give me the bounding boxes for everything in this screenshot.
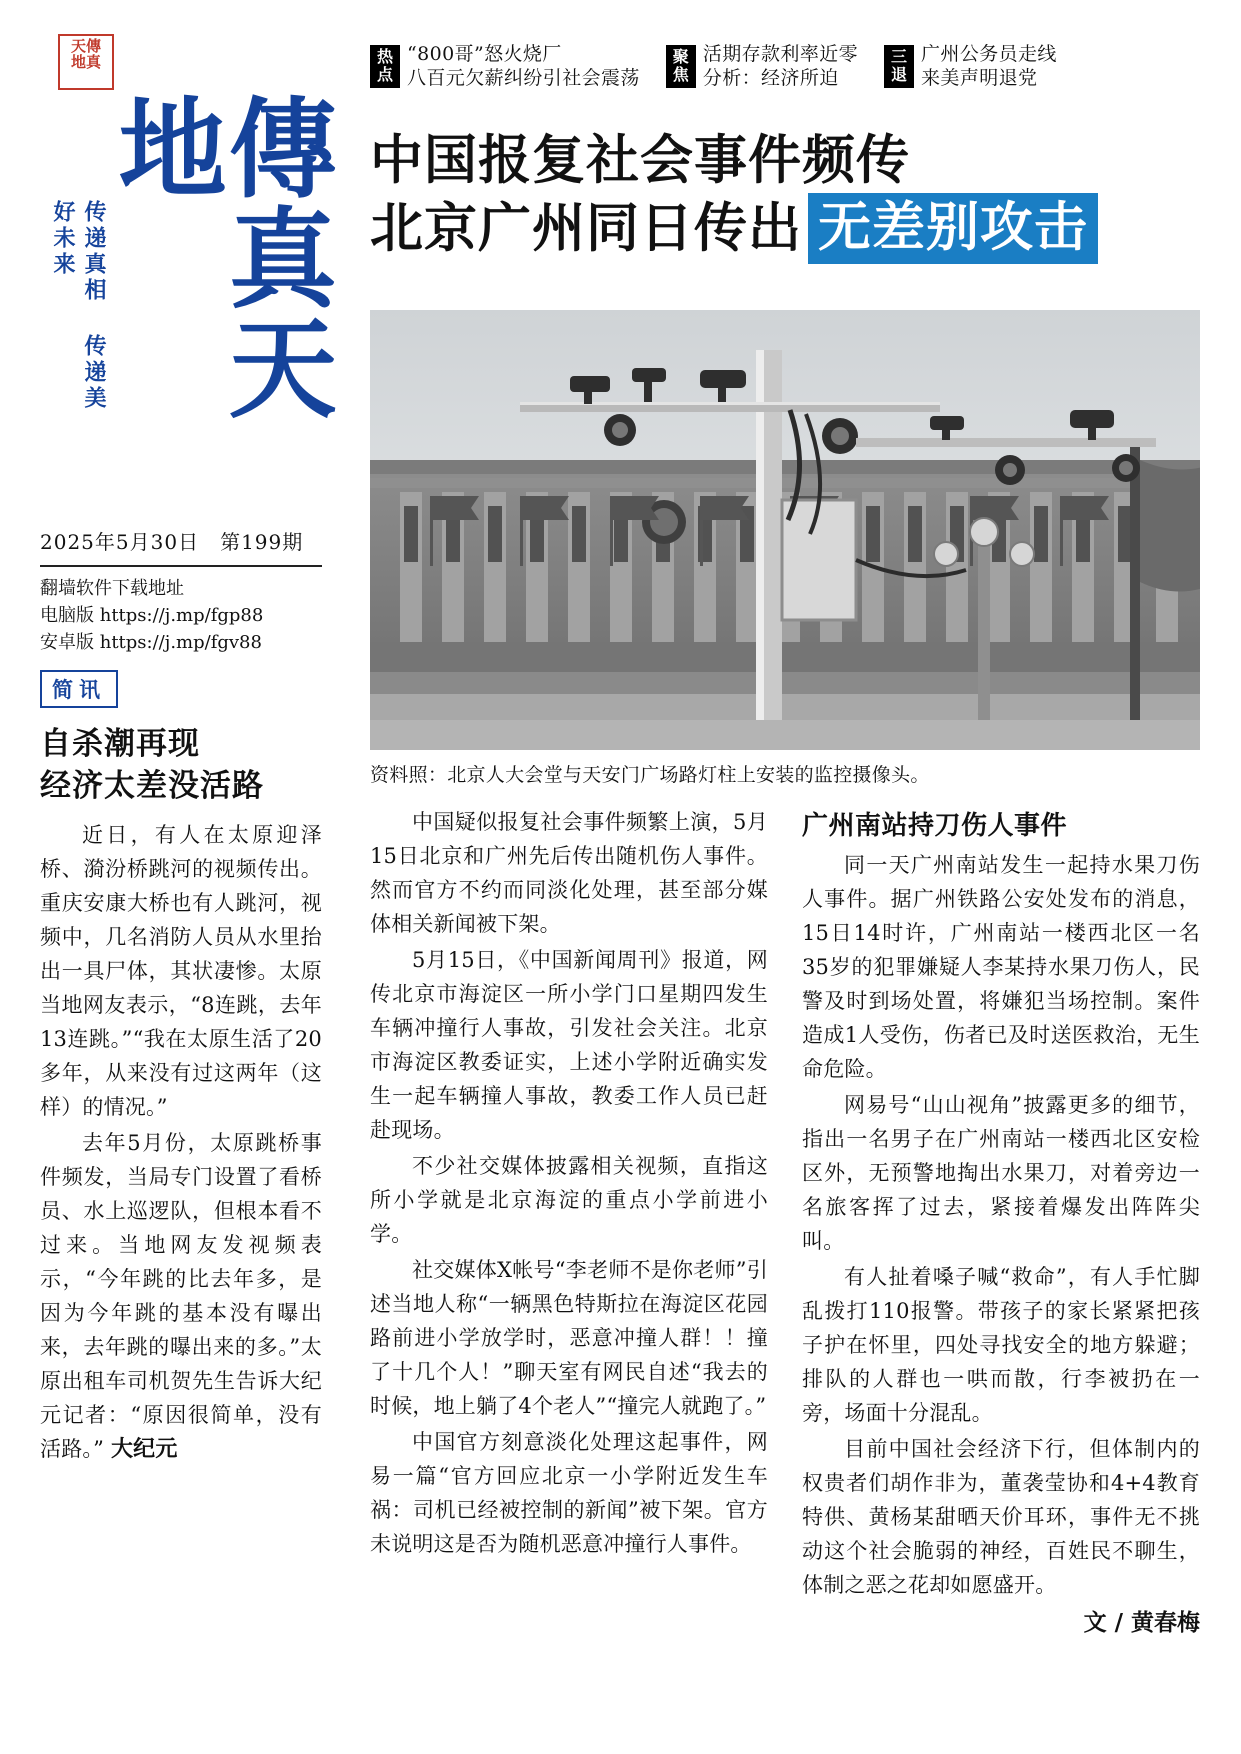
teaser-tag: 三退 <box>884 45 914 88</box>
body-paragraph: 有人扯着嗓子喊“救命”，有人手忙脚乱拨打110报警。带孩子的家长紧紧把孩子护在怀里，四处寻找安全的地方躲避；排队的人群也一哄而散，行李被扔在一旁，场面十分混乱。 <box>802 1265 1200 1426</box>
teaser-tag: 热点 <box>370 45 400 88</box>
headline-highlight: 无差别攻击 <box>808 193 1098 265</box>
side-paragraph-text: 去年5月份，太原跳桥事件频发，当局专门设置了看桥员、水上巡逻队，但根本看不过来。当地网友发视频表示，“今年跳的比去年多，是因为今年跳的基本没有曝出来，去年跳的曝出来的多。”太原出租车司机贺先生告诉大纪元记者：“原因很简单，没有活路。” <box>40 1130 322 1461</box>
article-byline: 文 / 黄春梅 <box>1083 1609 1200 1637</box>
side-headline-line2: 经济太差没活路 <box>40 767 264 804</box>
seal-icon <box>58 34 114 90</box>
masthead <box>40 34 337 1470</box>
masthead-divider <box>40 565 322 567</box>
photo-illustration <box>370 310 1200 750</box>
body-paragraph: 5月15日，《中国新闻周刊》报道，网传北京市海淀区一所小学门口星期四发生车辆冲撞行人事故，引发社会关注。北京市海淀区教委证实，上述小学附近确实发生一起车辆撞人事故，教委工作人员已赶赴现场。 <box>370 948 768 1143</box>
photo-caption: 资料照：北京人大会堂与天安门广场路灯柱上安装的监控摄像头。 <box>370 764 930 786</box>
body-paragraph: 同一天广州南站发生一起持水果刀伤人事件。据广州铁路公安处发布的消息，15日14时许，广州南站一楼西北区一名35岁的犯罪嫌疑人李某持水果刀伤人，民警及时到场处置，将嫌犯当场控制。案件造成1人受伤，伤者已及时送医救治，无生命危险。 <box>802 853 1200 1082</box>
logo-block <box>40 90 337 520</box>
body-paragraph: 不少社交媒体披露相关视频，直指这所小学就是北京海淀的重点小学前进小学。 <box>370 1154 768 1247</box>
teaser-item[interactable] <box>884 42 1057 91</box>
teaser-line-2: 来美声明退党 <box>921 67 1038 90</box>
teaser-text <box>407 42 640 91</box>
teaser-tag: 聚焦 <box>666 45 696 88</box>
headline-line-2 <box>370 193 1200 265</box>
lead-photo <box>370 310 1200 750</box>
side-article-body <box>40 818 322 1468</box>
masthead-logo: 傳真天地 <box>100 92 337 422</box>
side-headline-line1: 自杀潮再现 <box>40 726 200 762</box>
sub-headline: 广州南站持刀伤人事件 <box>802 811 1068 841</box>
body-paragraph: 目前中国社会经济下行，但体制内的权贵者们胡作非为，董袭莹协和4+4教育特供、黄杨某甜晒天价耳环，事件无不挑动这个社会脆弱的神经，百姓民不聊生，体制之恶之花却如愿盛开。 <box>802 1437 1200 1598</box>
article-body <box>370 805 1200 1637</box>
teaser-item[interactable] <box>666 42 858 91</box>
masthead-slogan: 传递真相 传递美好未来 <box>50 200 107 412</box>
teaser-text <box>703 42 858 91</box>
body-paragraph: 中国疑似报复社会事件频繁上演，5月15日北京和广州先后传出随机伤人事件。然而官方不约而同淡化处理，甚至部分媒体相关新闻被下架。 <box>370 810 768 937</box>
side-paragraph <box>40 1126 322 1468</box>
teaser-line-1: 广州公务员走线 <box>921 43 1057 65</box>
download-title: 翻墙软件下载地址 <box>40 578 184 599</box>
body-paragraph: 网易号“山山视角”披露更多的细节，指出一名男子在广州南站一楼西北区安检区外，无预警地掏出水果刀，对着旁边一名旅客挥了过去，紧接着爆发出阵阵尖叫。 <box>802 1093 1200 1254</box>
body-paragraph: 社交媒体X帐号“李老师不是你老师”引述当地人称“一辆黑色特斯拉在海淀区花园路前进小学放学时，恶意冲撞人群！！撞了十几个人！”聊天室有网民自述“我去的时候，地上躺了4个老人”“撞完人就跑了。” <box>370 1258 768 1419</box>
headline-line-1: 中国报复社会事件频传 <box>370 129 910 191</box>
section-badge: 简讯 <box>40 670 118 708</box>
side-paragraph: 近日，有人在太原迎泽桥、漪汾桥跳河的视频传出。重庆安康大桥也有人跳河，视频中，几名消防人员从水里抬出一具尸体，其状凄惨。太原当地网友表示，“8连跳，去年13连跳。”“我在太原生活了20多年，从来没有过这两年（这样）的情况。” <box>40 822 322 1119</box>
teaser-line-2: 分析：经济所迫 <box>702 67 839 90</box>
headline-line-2-prefix: 北京广州同日传出 <box>370 197 802 260</box>
teaser-text <box>921 42 1057 91</box>
column-right <box>802 805 1200 1637</box>
seal-line-2: 地真 <box>70 52 101 71</box>
download-android-link[interactable]: 安卓版 https://j.mp/fgv88 <box>40 632 262 653</box>
teaser-line-1: “800哥”怒火烧厂 <box>407 43 562 65</box>
teaser-line-1: 活期存款利率近零 <box>702 43 859 65</box>
main-headline <box>370 128 1200 264</box>
issue-date: 2025年5月30日 第199期 <box>40 530 304 554</box>
teaser-line-2: 八百元欠薪纠纷引社会震荡 <box>407 67 640 90</box>
side-signature: 大纪元 <box>110 1435 178 1462</box>
seal-line-1: 天傳 <box>70 37 101 55</box>
body-paragraph: 中国官方刻意淡化处理这起事件，网易一篇“官方回应北京一小学附近发生车祸：司机已经被控制的新闻”被下架。官方未说明这是否为随机恶意冲撞行人事件。 <box>370 1430 768 1557</box>
download-pc-link[interactable]: 电脑版 https://j.mp/fgp88 <box>40 605 264 626</box>
teaser-item[interactable] <box>370 42 640 91</box>
teaser-bar <box>370 42 1200 91</box>
column-left <box>370 805 768 1637</box>
